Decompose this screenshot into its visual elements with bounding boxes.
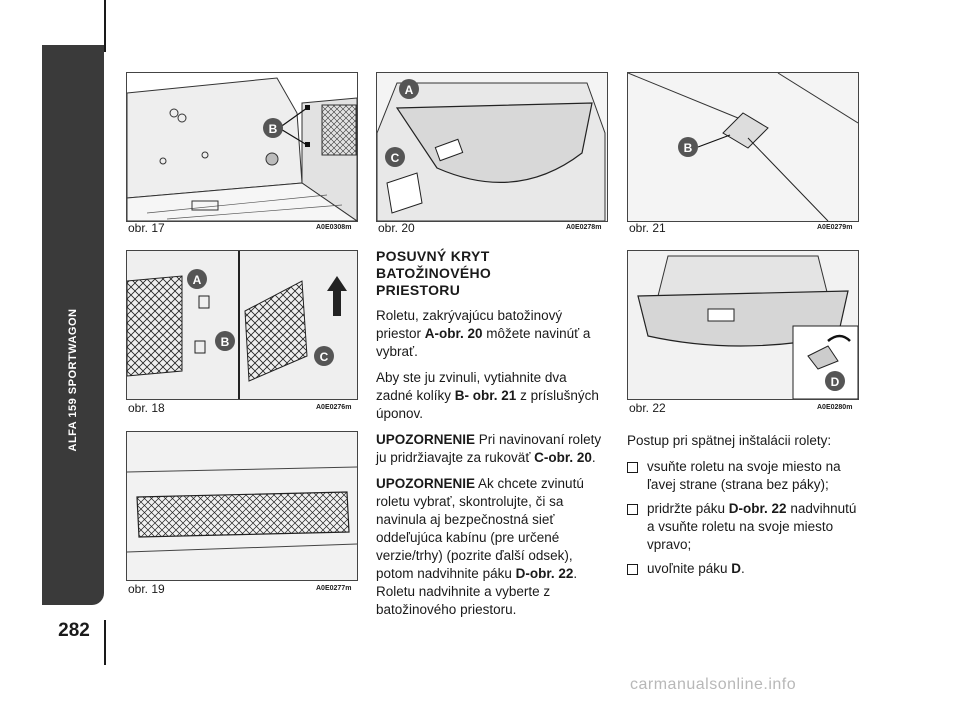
figure-18 — [126, 250, 358, 400]
install-step-text: pridržte páku — [647, 501, 729, 516]
install-step — [627, 500, 857, 554]
install-step-text: vsuňte roletu na svoje miesto na ľavej strane (strana bez páky); — [647, 459, 841, 492]
figure-22-label-d: D — [830, 375, 840, 389]
figure-17-illustration — [127, 73, 357, 221]
paragraph-1-ref: A-obr. 20 — [424, 326, 483, 341]
install-intro: Postup pri spätnej inštalácii rolety: — [627, 433, 832, 448]
paragraph-1-text-end: môžete navinúť a vybrať. — [376, 326, 591, 359]
section-heading-line-2: BATOŽINOVÉHO — [376, 265, 492, 281]
paragraph-2 — [376, 369, 606, 423]
figure-20-caption: obr. 20 — [378, 221, 415, 235]
figure-20-code: A0E0278m — [566, 224, 602, 231]
page-number: 282 — [58, 620, 90, 641]
figure-18-label-b: B — [220, 335, 230, 349]
sidebar-title-text: ALFA 159 SPORTWAGON — [67, 308, 79, 452]
warning-2-text: Ak chcete zvinutú roletu vybrať, skontrolujte, či sa navinula aj bezpečnostná sieť oddeľujúca kabínu (pre určené verzie/trhy) (pozrite ďalší odsek), potom nadvihnite páku — [376, 476, 584, 581]
section-text-column — [376, 248, 606, 627]
section-heading-line-1: POSUVNÝ KRYT — [376, 248, 490, 264]
warning-2-text-end: . Roletu nadvihnite a vyberte z batožinového priestoru. — [376, 566, 578, 617]
figure-22-code: A0E0280m — [817, 404, 853, 411]
sidebar-title — [58, 300, 88, 460]
warning-1-text-end: . — [591, 450, 596, 465]
figure-18-label-c: C — [319, 350, 329, 364]
figure-21-caption: obr. 21 — [629, 221, 666, 235]
figure-18-label-a: A — [192, 273, 202, 287]
paragraph-1-text: Roletu, zakrývajúcu batožinový priestor — [376, 308, 563, 341]
install-step — [627, 458, 857, 494]
warning-1 — [376, 431, 606, 467]
warning-2-label: UPOZORNENIE — [376, 476, 476, 491]
section-heading-line-3: PRIESTORU — [376, 282, 461, 298]
figure-20-illustration — [377, 73, 607, 221]
figure-21-illustration — [628, 73, 858, 221]
section-heading — [376, 248, 606, 299]
figure-18-caption: obr. 18 — [128, 401, 165, 415]
page-edge-line-bottom — [104, 620, 106, 665]
paragraph-2-ref: B- obr. 21 — [454, 388, 517, 403]
figure-20 — [376, 72, 608, 222]
install-text-column — [627, 432, 857, 584]
figure-18-code: A0E0276m — [316, 404, 352, 411]
warning-1-label: UPOZORNENIE — [376, 432, 476, 447]
paragraph-2-text-end: z príslušných úponov. — [376, 388, 599, 421]
install-step-text-end: nadvihnutú a vsuňte roletu na svoje miesto vpravo; — [647, 501, 857, 552]
figure-19-caption: obr. 19 — [128, 582, 165, 596]
paragraph-1 — [376, 307, 606, 361]
install-step-ref: D-obr. 22 — [728, 501, 787, 516]
figure-20-label-c: C — [390, 151, 400, 165]
figure-17-label-b: B — [268, 122, 278, 136]
install-step-ref: D — [731, 561, 741, 576]
install-step-text-end: . — [741, 561, 745, 576]
figure-19-code: A0E0277m — [316, 585, 352, 592]
warning-1-ref: C-obr. 20 — [534, 450, 592, 465]
page-edge-line-top — [104, 0, 106, 52]
figure-19-illustration — [127, 432, 357, 580]
figure-20-label-a: A — [404, 83, 414, 97]
figure-19 — [126, 431, 358, 581]
figure-21 — [627, 72, 859, 222]
install-step-text: uvoľnite páku — [647, 561, 732, 576]
figure-21-label-b: B — [683, 141, 693, 155]
checkbox-bullet-icon — [627, 564, 638, 575]
figure-17-caption: obr. 17 — [128, 221, 165, 235]
figure-22-caption: obr. 22 — [629, 401, 666, 415]
checkbox-bullet-icon — [627, 462, 638, 473]
warning-2 — [376, 475, 606, 619]
install-step — [627, 560, 857, 578]
install-steps — [627, 458, 857, 578]
checkbox-bullet-icon — [627, 504, 638, 515]
figure-17-code: A0E0308m — [316, 224, 352, 231]
warning-2-ref: D-obr. 22 — [515, 566, 574, 581]
figure-17 — [126, 72, 358, 222]
figure-18-illustration — [127, 251, 357, 399]
paragraph-2-text: Aby ste ju zvinuli, vytiahnite dva zadné kolíky — [376, 370, 567, 403]
watermark: carmanualsonline.info — [630, 676, 797, 693]
warning-1-text: Pri navinovaní rolety ju pridržiavajte za rukoväť — [376, 432, 602, 465]
figure-22 — [627, 250, 859, 400]
figure-21-code: A0E0279m — [817, 224, 853, 231]
figure-22-illustration — [628, 251, 858, 399]
